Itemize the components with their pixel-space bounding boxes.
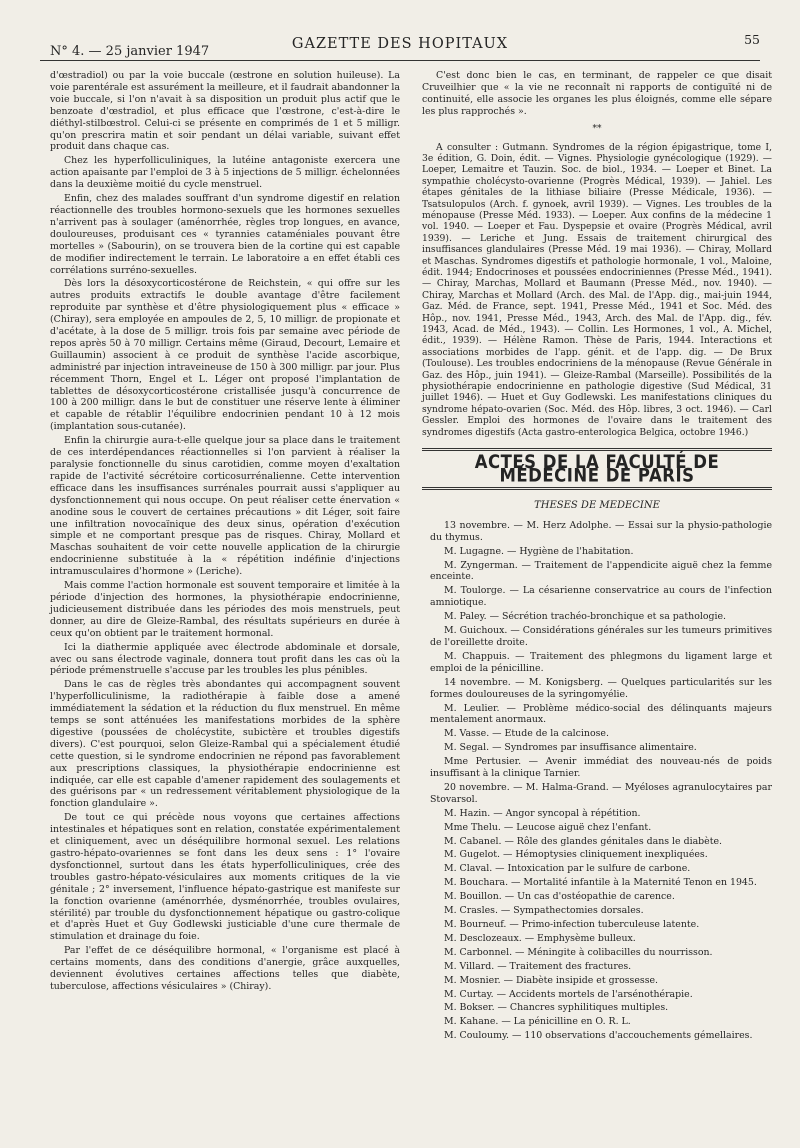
theses-title: THESES DE MEDECINE (534, 499, 660, 511)
thesis-entry: M. Claval. — Intoxication par le sulfure de carbone. (444, 863, 691, 875)
thesis-entry: M. Bouchara. — Mortalité infantile à la Maternité Tenon en 1945. (444, 877, 757, 889)
thesis-entry: M. Segal. — Syndromes par insuffisance alimentaire. (444, 742, 697, 754)
journal-title: GAZETTE DES HOPITAUX (291, 36, 509, 52)
page-number: 55 (744, 32, 760, 47)
page-header (40, 30, 760, 61)
thesis-entry: M. Lugagne. — Hygiène de l'habitation. (444, 545, 634, 557)
thesis-entry: M. Toulorge. — La césarienne conservatrice au cours de l'infection amniotique. (430, 585, 772, 609)
thesis-entry: M. Bourneuf. — Primo-infection tuberculeuse latente. (444, 919, 700, 930)
theses-list (422, 520, 772, 1042)
thesis-entry: M. Kahane. — La pénicilline en O. R. L. (444, 1016, 631, 1028)
thesis-entry: Mme Thelu. — Leucose aiguë chez l'enfant. (444, 821, 652, 833)
thesis-entry: M. Bouillon. — Un cas d'ostéopathie de carence. (444, 891, 675, 903)
thesis-entry: M. Crasles. — Sympathectomies dorsales. (444, 905, 644, 917)
thesis-entry: M. Vasse. — Etude de la calcinose. (444, 728, 609, 740)
thesis-entry: M. Gugelot. — Hémoptysies cliniquement inexpliquées. (444, 849, 708, 861)
paragraph: De tout ce qui précède nous voyons que certaines affections intestinales et hépatiques sont en relation, constatée expérimentalement et cliniquement, avec un déséquilibre hormonal sexuel. Les relations gastro-hépato-ovariennes se font dans les deux sens : 1° l'ovaire dysfonctionnel, surtout dans les états hyperfolliculiniques, crée des troubles gastro-hépato-vésiculaires aux moments critiques de la vie génitale ; 2° inversement, l'influence hépato-gastrique est manifeste sur la fonction ovarienne (aménorrhée, dysménorrhée, troubles ovulaires, stérilité) par trouble du dysfonctionnement hépatique ou gastro-colique et d'après Huet et Guy Godlewski justiciable d'une cure thermale de stimulation et drainage du foie. (50, 812, 400, 943)
acts-title: ACTES DE LA FACULTÉ DE MÉDECINE DE PARIS (474, 450, 720, 487)
thesis-entry: M. Guichoux. — Considérations générales sur les tumeurs primitives de l'oreillette droite. (430, 625, 772, 648)
thesis-entry: M. Curtay. — Accidents mortels de l'arsénothérapie. (444, 988, 693, 1000)
issue-date: N° 4. — 25 janvier 1947 (50, 44, 210, 59)
paragraph: Mais comme l'action hormonale est souvent temporaire et limitée à la période d'injection des hormones, la physiothérapie endocrinienne, judicieusement distribuée dans les périodes des mois menstruels, peut donner, au dire de Gleize-Rambal, des résultats supérieurs en durée à ceux qu'on obtient par le traitement hormonal. (50, 580, 400, 639)
acts-banner (422, 448, 772, 490)
paragraph: Dans le cas de règles très abondantes qui accompagnent souvent l'hyperfolliculinisme, la radiothérapie à faible dose a amené immédiatement la sédation et la réduction du flux menstruel. En même temps se sont atténuées les manifestations morbides de la sphère digestive (poussées de cholécystite, subictère et troubles digestifs divers). C'est pourquoi, selon Gleize-Rambal qui a spécialement étudié cette question, si le syndrome endocrinien ne répond pas favorablement aux prescriptions classiques, la physiothérapie endocrinienne est indiquée, car elle est capable d'amener rapidement des soulagements et des guérisons par « un redressement véritablement physiologique de la fonction glandulaire ». (50, 679, 400, 810)
thesis-entry: M. Couloumy. — 110 observations d'accouchements gémellaires. (444, 1030, 753, 1042)
section-separator: ** (592, 123, 602, 134)
paragraph: Enfin la chirurgie aura-t-elle quelque jour sa place dans le traitement de ces interdépendances réactionnelles si l'on parvient à réaliser la paralysie fonctionnelle du sinus carotidien, comme moyen d'exaltation rapide de l'activité sécrétoire corticosurrénalienne. Cette intervention efficace dans les insuffisances surrénales pourrait aussi s'appliquer au dysfonctionnement qui nous occupe. On peut réaliser cette énervation « anodine sous le couvert de certaines précautions » dit Léger, soit faire une infiltration novocaïnique des deux sinus, opération d'exécution simple et ne comportant presque pas de risques. Chiray, Mollard et Maschas souhaitent de voir cette nouvelle application de la chirurgie endocrinienne substituée à la « répétition indéfinie d'injections intramusculaires d'hormone » (Leriche). (50, 435, 400, 578)
references: A consulter : Gutmann. Syndromes de la région épigastrique, tome I, 3e édition, G. Doin, édit. — Vignes. Physiologie gynécologique (1929). — Loeper, Lemaitre et Tauzin. Soc. de biol., 1934. — Loeper et Binet. La sympathie cholécysto-ovarienne (Progrès Médical, 1939). — Jahiel. Les étapes génitales de la lithiase biliaire (Presse Médicale, 1936). — Tsatsulopulos (Arch. f. gynoek, avril 1939). — Vignes. Les troubles de la ménopause (Presse Méd. 1933). — Loeper. Aux confins de la médecine 1 vol. 1940. — Loeper et Fau. Dyspepsie et ovaire (Progrès Médical, avril 1939). — Leriche et Jung. Essais de traitement chirurgical des insuffisances glandulaires (Presse Méd. 19 mai 1936). — Chiray, Mollard et Maschas. Syndromes digestifs et pathologie hormonale, 1 vol., Maloine, édit. 1944; Endocrinoses et poussées endocriniennes (Presse Méd., 1941). — Chiray, Marchas, Mollard et Baumann (Presse Méd., nov. 1940). — Chiray, Marchas et Mollard (Arch. des Mal. de l'App. dig., mai-juin 1944, Gaz. Méd. de France, sept. 1941, Presse Méd., 1941 et Soc. Méd. des Hôp., nov. 1941, Presse Méd., 1943, Arch. des Mal. de l'App. dig., fév. 1943, Acad. de Méd., 1943). — Collin. Les Hormones, 1 vol., A. Michel, édit., 1939). — Hélène Ramon. Thèse de Paris, 1944. Interactions et associations morbides de l'app. génit. et de l'app. dig. — De Brux (Toulouse). Les troubles endocriniens de la ménopause (Revue Générale in Gaz. des Hôp., juin 1941). — Gleize-Rambal (Marseille). Possibilités de la physiothérapie endocrinienne en pathologie digestive (Sud Médical, 31 juillet 1946). — Huet et Guy Godlewski. Les manifestations cliniques du syndrome hépato-ovarien (Soc. Méd. des Hôp. libres, 3 oct. 1946). — Carl Gessler. Emploi des hormones de l'ovaire dans le traitement des syndromes digestifs (Acta gastro-enterologica Belgica, octobre 1946.) (422, 141, 772, 438)
thesis-entry: M. Villard. — Traitement des fractures. (444, 960, 632, 972)
paragraph: Ici la diathermie appliquée avec électrode abdominale et dorsale, avec ou sans électrode vaginale, donnera tout profit dans les cas où la période prémenstruelle s'accuse par les troubles les plus pénibles. (50, 641, 400, 677)
thesis-entry: 14 novembre. — M. Konigsberg. — Quelques particularités sur les formes douloureuses de la syringomyélie. (430, 676, 772, 700)
paragraph: Dès lors la désoxycorticostérone de Reichstein, « qui offre sur les autres produits extractifs le double avantage d'être facilement reproduite par synthèse et d'être physiologiquement plus « efficace » (Chiray), sera employée en ampoules de 2, 5, 10 milligr. de propionate et d'acétate, à la dose de 5 milligr. trois fois par semaine avec période de repos après 50 à 70 milligr. Certains même (Giraud, Decourt, Lemaire et Guillaumin) associent à ce produit de synthèse l'acide ascorbique, administré par injection intraveineuse de 150 à 300 milligr. par jour. Plus récemment Thorn, Engel et L. Léger ont proposé l'implantation de tablettes de désoxycorticostérone cristallisée jusqu'à concurrence de 100 à 200 milligr. dans le but de constituer une réserve lente à éliminer et capable de rétablir l'équilibre endocrinien pendant 10 à 12 mois (implantation sous-cutanée). (50, 278, 400, 433)
thesis-entry: M. Zyngerman. — Traitement de l'appendicite aiguë chez la femme enceinte. (430, 559, 772, 583)
right-column (422, 70, 772, 1044)
thesis-entry: Mme Pertusier. — Avenir immédiat des nouveau-nés de poids insuffisant à la clinique Tarnier. (430, 756, 772, 780)
closing-paragraph: C'est donc bien le cas, en terminant, de rappeler ce que disait Cruveilhier que « la vie ne reconnaît ni rapports de contiguïté ni de continuité, elle associe les organes les plus éloignés, comme elle sépare les plus rapprochés ». (422, 70, 772, 117)
thesis-entry: 20 novembre. — M. Halma-Grand. — Myéloses agranulocytaires par Stovarsol. (430, 781, 772, 805)
thesis-entry: M. Leulier. — Problème médico-social des délinquants majeurs mentalement anormaux. (430, 702, 772, 726)
thesis-entry: M. Mosnier. — Diabète insipide et grossesse. (444, 974, 659, 986)
thesis-entry: 13 novembre. — M. Herz Adolphe. — Essai sur la physio-pathologie du thymus. (430, 519, 772, 543)
thesis-entry: M. Hazin. — Angor syncopal à répétition. (444, 807, 641, 819)
thesis-entry: M. Carbonnel. — Méningite à colibacilles du nourrisson. (444, 946, 713, 958)
paragraph: d'œstradiol) ou par la voie buccale (œstrone en solution huileuse). La voie parentérale est assurément la meilleure, et il faudrait abandonner la voie buccale, si l'on n'avait à sa disposition un produit plus actif que le benzoate d'œstradiol, et plus efficace que l'œstrone, c'est-à-dire le diéthyl-stilbœstrol. Celui-ci se présente en comprimés de 1 et 5 milligr. qu'on prescrira matin et soir pendant un délai variable, suivant effet produit dans chaque cas. (50, 70, 400, 153)
paragraph: Chez les hyperfolliculiniques, la lutéine antagoniste exercera une action apaisante par l'emploi de 3 à 5 injections de 5 milligr. échelonnées dans la deuxième moitié du cycle menstruel. (50, 155, 400, 191)
thesis-entry: M. Chappuis. — Traitement des phlegmons du ligament large et emploi de la pénicilline. (430, 650, 772, 674)
thesis-entry: M. Paley. — Sécrétion trachéo-bronchique et sa pathologie. (444, 611, 727, 623)
thesis-entry: M. Bokser. — Chancres syphilitiques multiples. (444, 1002, 669, 1014)
left-column (50, 70, 400, 995)
thesis-entry: M. Desclozeaux. — Emphysème bulleux. (444, 932, 636, 944)
paragraph: Enfin, chez des malades souffrant d'un syndrome digestif en relation réactionnelle des troubles hormono-sexuels que les hormones sexuelles n'arrivent pas à soulager (aménorrhée, règles trop longues, en avance, douloureuses, produisant ces « tyrannies cataméniales pouvant être mortelles » (Sabourin), on se trouvera bien de la cortine qui est capable de modifier indirectement le terrain. Le laboratoire a en effet établi ces corrélations surréno-sexuelles. (50, 193, 400, 276)
paragraph: Par l'effet de ce déséquilibre hormonal, « l'organisme est placé à certains moments, dans des conditions d'anergie, grâce auxquelles, deviennent évolutives certaines affections telles que diabète, tuberculose, affections vésiculaires » (Chiray). (50, 945, 400, 992)
thesis-entry: M. Cabanel. — Rôle des glandes génitales dans le diabète. (444, 835, 723, 847)
